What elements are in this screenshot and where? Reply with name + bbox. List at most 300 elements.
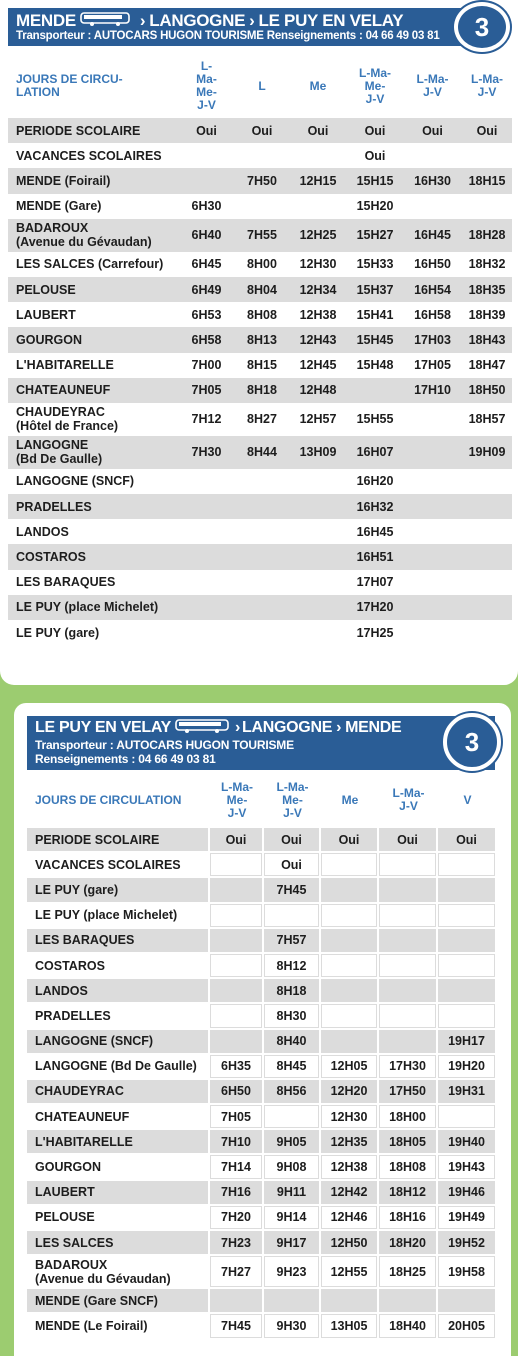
time-cell: 19H52 [438,1231,497,1256]
time-cell [289,570,347,595]
column-header: L-Ma- J-V [392,786,425,813]
time-cell: 6H45 [191,257,222,272]
time-cell: 13H09 [289,436,347,469]
time-cell: 16H51 [347,544,403,569]
column-header: L- Ma- Me- J-V [196,59,217,112]
time-cell: 17H03 [403,327,462,352]
table-row [8,469,512,494]
stop-name: LE PUY (gare) [16,625,100,640]
time-cell [178,494,235,519]
stop-name: PELOUSE [27,1206,210,1231]
time-cell: Oui [289,118,347,143]
column-header: L-Ma- Me- J-V [359,65,391,106]
time-cell [438,853,497,878]
time-cell: 18H40 [379,1314,438,1339]
table-row [27,1130,497,1155]
time-cell [347,378,403,403]
time-cell: 19H17 [438,1030,497,1055]
time-cell: 8H13 [235,327,289,352]
stop-name: LAUBERT [16,307,76,322]
time-cell [438,904,497,929]
time-cell [289,494,347,519]
time-cell: 16H50 [414,257,451,272]
time-cell: 15H20 [356,199,394,214]
table-row [8,494,512,519]
time-cell: 6H50 [210,1080,264,1105]
column-header: JOURS DE CIRCULATION [35,792,182,807]
time-cell: 9H05 [264,1130,321,1155]
time-cell: 12H30 [299,257,337,272]
table-row [27,1181,497,1206]
time-cell: 12H42 [321,1181,379,1206]
time-cell: 12H43 [289,327,347,352]
stop-name: PRADELLES [8,494,178,519]
time-cell: 15H15 [347,168,403,193]
time-cell [321,954,379,979]
column-header: L-Ma- J-V [471,72,503,99]
table-row [27,1314,497,1339]
time-cell: 7H12 [191,412,222,427]
time-cell: 6H53 [191,307,222,322]
table-row [8,436,512,469]
table-row [27,1256,497,1289]
table-row [8,168,512,193]
time-cell [379,979,438,1004]
time-cell [462,570,512,595]
time-cell [321,979,379,1004]
stop-name: LE PUY (place Michelet) [27,904,210,929]
bottom-title-from: LE PUY EN VELAY [35,719,171,736]
time-cell [210,904,264,929]
time-cell: 6H40 [178,219,235,252]
time-cell: 18H20 [379,1231,438,1256]
time-cell [178,595,235,620]
stop-name: BADAROUX (Avenue du Gévaudan) [8,219,178,252]
time-cell: 18H47 [468,358,506,373]
table-row [8,353,512,378]
time-cell: 17H10 [403,378,462,403]
time-cell: 17H07 [356,575,394,590]
time-cell [178,168,235,193]
time-cell: Oui [321,828,379,853]
time-cell [289,194,347,219]
stop-name: BADAROUX (Avenue du Gévaudan) [27,1256,210,1289]
top-title-to: LE PUY EN VELAY [258,10,404,30]
time-cell: 17H20 [347,595,403,620]
stop-name: LES BARAQUES [27,929,210,954]
time-cell: 12H50 [321,1231,379,1256]
time-cell [379,878,438,903]
time-cell [321,904,379,929]
stop-name: MENDE (Gare SNCF) [27,1289,210,1314]
time-cell: 19H58 [438,1256,497,1289]
table-row [27,954,497,979]
time-cell: 18H50 [462,378,512,403]
time-cell [379,853,438,878]
time-cell [379,929,438,954]
time-cell: 7H14 [210,1155,264,1180]
time-cell: 19H43 [438,1155,497,1180]
time-cell: 19H46 [438,1181,497,1206]
bottom-timetable [27,772,497,1340]
stop-name: GOURGON [8,327,178,352]
time-cell: 7H16 [210,1181,264,1206]
time-cell [403,143,462,168]
time-cell: 12H15 [289,168,347,193]
table-row [8,519,512,544]
chevron-right-icon: › [139,10,146,30]
column-header: V [463,792,472,807]
stop-name: PERIODE SCOLAIRE [8,118,178,143]
time-cell: 7H45 [264,878,321,903]
time-cell: 12H30 [321,1105,379,1130]
time-cell: 9H11 [264,1181,321,1206]
table-row [27,1289,497,1314]
time-cell: 16H30 [403,168,462,193]
time-cell: 18H39 [468,307,506,322]
time-cell [178,519,235,544]
time-cell: 7H10 [210,1130,264,1155]
time-cell: 15H45 [347,327,403,352]
time-cell [235,194,289,219]
time-cell: 12H45 [299,358,337,373]
time-cell [289,143,347,168]
time-cell: 16H45 [403,219,462,252]
table-row [27,979,497,1004]
time-cell: 18H25 [379,1256,438,1289]
time-cell [235,595,289,620]
time-cell [289,595,347,620]
time-cell: 12H48 [289,378,347,403]
time-cell: 15H41 [356,307,394,322]
chevron-right-icon: › [336,719,342,736]
time-cell: 19H31 [438,1080,497,1105]
time-cell [264,1289,321,1314]
time-cell [321,1289,379,1314]
time-cell [438,878,497,903]
time-cell: 18H08 [379,1155,438,1180]
chevron-right-icon: › [235,719,241,736]
time-cell [264,1105,321,1130]
table-row [8,570,512,595]
top-timetable [8,54,512,645]
stop-name: LANGOGNE (Bd De Gaulle) [27,1055,210,1080]
bottom-title-to: MENDE [345,719,402,736]
time-cell: 12H35 [321,1130,379,1155]
time-cell: 6H49 [178,277,235,302]
table-row [8,544,512,569]
time-cell [210,1289,264,1314]
time-cell: 9H17 [264,1231,321,1256]
time-cell [321,853,379,878]
bottom-title-mid: LANGOGNE [242,719,333,736]
time-cell: 15H55 [356,412,394,427]
time-cell [438,1004,497,1029]
stop-name: LANDOS [27,979,210,1004]
time-cell [178,143,235,168]
time-cell: 7H05 [178,378,235,403]
top-header [8,8,478,46]
top-line-badge: 3 [454,2,510,52]
time-cell: 6H58 [178,327,235,352]
stop-name: PERIODE SCOLAIRE [27,828,210,853]
time-cell: 8H18 [235,378,289,403]
stop-name: MENDE (Foirail) [8,168,178,193]
time-cell: 15H48 [356,358,394,373]
time-cell: 9H08 [264,1155,321,1180]
time-cell [403,194,462,219]
time-cell: 16H20 [356,474,394,489]
time-cell: 19H09 [462,436,512,469]
stop-name: LANGOGNE (Bd De Gaulle) [8,436,178,469]
time-cell: 17H05 [414,358,451,373]
time-cell [178,620,235,645]
time-cell: 7H45 [210,1314,264,1339]
time-cell: 6H35 [210,1055,264,1080]
time-cell [379,954,438,979]
stop-name: CHAUDEYRAC [27,1080,210,1105]
time-cell: 8H45 [264,1055,321,1080]
time-cell: 16H32 [347,494,403,519]
time-cell: 8H30 [264,1004,321,1029]
table-row [8,252,512,277]
time-cell [403,519,462,544]
time-cell [235,494,289,519]
table-row [27,1105,497,1130]
table-row [27,1155,497,1180]
time-cell [379,1289,438,1314]
time-cell [210,853,264,878]
time-cell [462,194,512,219]
table-row [8,403,512,436]
column-header: L [258,78,266,93]
time-cell: Oui [210,828,264,853]
time-cell [403,570,462,595]
time-cell: Oui [403,118,462,143]
table-row [8,277,512,302]
stop-name: CHATEAUNEUF [8,378,178,403]
time-cell [438,979,497,1004]
time-cell: 6H30 [191,199,222,214]
time-cell [403,469,462,494]
time-cell [462,469,512,494]
time-cell [403,620,462,645]
time-cell: 16H58 [414,307,451,322]
time-cell [210,954,264,979]
time-cell: 7H27 [210,1256,264,1289]
time-cell: 19H49 [438,1206,497,1231]
time-cell [210,878,264,903]
time-cell: 12H34 [289,277,347,302]
table-row [27,1080,497,1105]
time-cell: 8H04 [235,277,289,302]
table-row [8,378,512,403]
time-cell: Oui [235,118,289,143]
time-cell: 12H25 [289,219,347,252]
time-cell: 17H50 [379,1080,438,1105]
time-cell: 7H05 [210,1105,264,1130]
time-cell: 13H05 [321,1314,379,1339]
time-cell [403,595,462,620]
time-cell [289,620,347,645]
time-cell [321,878,379,903]
stop-name: LANGOGNE (SNCF) [16,474,135,489]
time-cell: 20H05 [438,1314,497,1339]
column-header: L-Ma- Me- J-V [276,779,309,820]
time-cell: 8H44 [235,436,289,469]
table-row [27,904,497,929]
time-cell: 8H18 [264,979,321,1004]
stop-name: PRADELLES [27,1004,210,1029]
time-cell: Oui [462,118,512,143]
time-cell: 8H15 [247,358,277,373]
time-cell: 17H25 [356,625,394,640]
time-cell: 18H16 [379,1206,438,1231]
time-cell [235,570,289,595]
stop-name: GOURGON [27,1155,210,1180]
column-header: L-Ma- Me- J-V [221,779,253,820]
time-cell: 8H40 [264,1030,321,1055]
table-row [27,853,497,878]
time-cell: 12H46 [321,1206,379,1231]
time-cell: 7H20 [210,1206,264,1231]
time-cell [264,904,321,929]
time-cell: 15H27 [347,219,403,252]
time-cell: 18H05 [379,1130,438,1155]
bottom-header [27,716,495,770]
time-cell [289,469,347,494]
table-row [27,1030,497,1055]
bus-icon [80,11,132,31]
time-cell: 8H27 [247,412,277,427]
table-row [27,878,497,903]
time-cell: Oui [178,118,235,143]
time-cell [235,143,289,168]
time-cell: 12H38 [299,307,337,322]
time-cell: 18H32 [468,257,506,272]
time-cell: 18H57 [468,412,506,427]
time-cell [438,1289,497,1314]
top-title-from: MENDE [16,10,76,30]
bottom-subtitle-carrier: Transporteur : AUTOCARS HUGON TOURISME [35,738,294,752]
stop-name: LES SALCES (Carrefour) [16,257,164,272]
time-cell [321,1030,379,1055]
time-cell [289,544,347,569]
top-subtitle: Transporteur : AUTOCARS HUGON TOURISME Renseignements : 04 66 49 03 81 [16,30,440,42]
time-cell: 8H56 [264,1080,321,1105]
top-title-mid: LANGOGNE [149,10,246,30]
time-cell [403,494,462,519]
time-cell: 12H57 [299,412,337,427]
column-header: Me [341,792,359,807]
stop-name: LE PUY (place Michelet) [8,595,178,620]
stop-name: L'HABITARELLE [27,1130,210,1155]
table-row [27,1055,497,1080]
time-cell [321,929,379,954]
stop-name: MENDE (Gare) [16,199,102,214]
stop-name: VACANCES SCOLAIRES [16,148,162,163]
time-cell [462,519,512,544]
stop-name: LES SALCES [27,1231,210,1256]
time-cell: Oui [264,853,321,878]
time-cell: 12H20 [321,1080,379,1105]
bottom-line-badge: 3 [443,713,501,771]
bus-icon [175,719,231,738]
time-cell [178,544,235,569]
table-row [27,1231,497,1256]
time-cell [210,929,264,954]
bottom-subtitle-phone: Renseignements : 04 66 49 03 81 [35,752,216,766]
time-cell [403,544,462,569]
time-cell [462,544,512,569]
time-cell: 7H00 [191,358,222,373]
table-row [8,143,512,168]
time-cell [462,595,512,620]
table-row [8,118,512,143]
stop-name: LES BARAQUES [16,575,116,590]
stop-name: LANGOGNE (SNCF) [27,1030,210,1055]
time-cell: 12H55 [321,1256,379,1289]
time-cell: 7H30 [178,436,235,469]
time-cell: 7H23 [210,1231,264,1256]
time-cell [462,494,512,519]
time-cell: 7H57 [264,929,321,954]
column-header: Me [309,78,327,93]
time-cell: 8H00 [247,257,277,272]
table-row [8,219,512,252]
table-row [8,620,512,645]
table-row [27,1206,497,1231]
time-cell [210,1004,264,1029]
time-cell [210,979,264,1004]
time-cell [235,620,289,645]
time-cell: 15H37 [347,277,403,302]
stop-name: LAUBERT [27,1181,210,1206]
stop-name: L'HABITARELLE [16,358,114,373]
table-row [27,828,497,853]
time-cell: 7H50 [235,168,289,193]
column-header: JOURS DE CIRCU- LATION [16,72,123,99]
time-cell [438,954,497,979]
time-cell: 18H12 [379,1181,438,1206]
time-cell: Oui [347,118,403,143]
table-row [8,327,512,352]
time-cell [178,469,235,494]
stop-name: MENDE (Le Foirail) [27,1314,210,1339]
time-cell: 18H43 [462,327,512,352]
time-cell: 9H23 [264,1256,321,1289]
table-row [8,302,512,327]
time-cell [235,544,289,569]
time-cell: 18H15 [462,168,512,193]
time-cell: 16H45 [356,524,394,539]
time-cell [462,143,512,168]
time-cell: 9H14 [264,1206,321,1231]
time-cell [321,1004,379,1029]
time-cell [403,403,462,436]
time-cell: 8H08 [247,307,277,322]
time-cell: Oui [379,828,438,853]
stop-name: COSTAROS [8,544,178,569]
time-cell: 19H40 [438,1130,497,1155]
time-cell [403,436,462,469]
stop-name: LANDOS [16,524,69,539]
time-cell [210,1030,264,1055]
table-row [27,929,497,954]
time-cell [235,519,289,544]
time-cell: 18H28 [462,219,512,252]
chevron-right-icon: › [249,10,255,30]
